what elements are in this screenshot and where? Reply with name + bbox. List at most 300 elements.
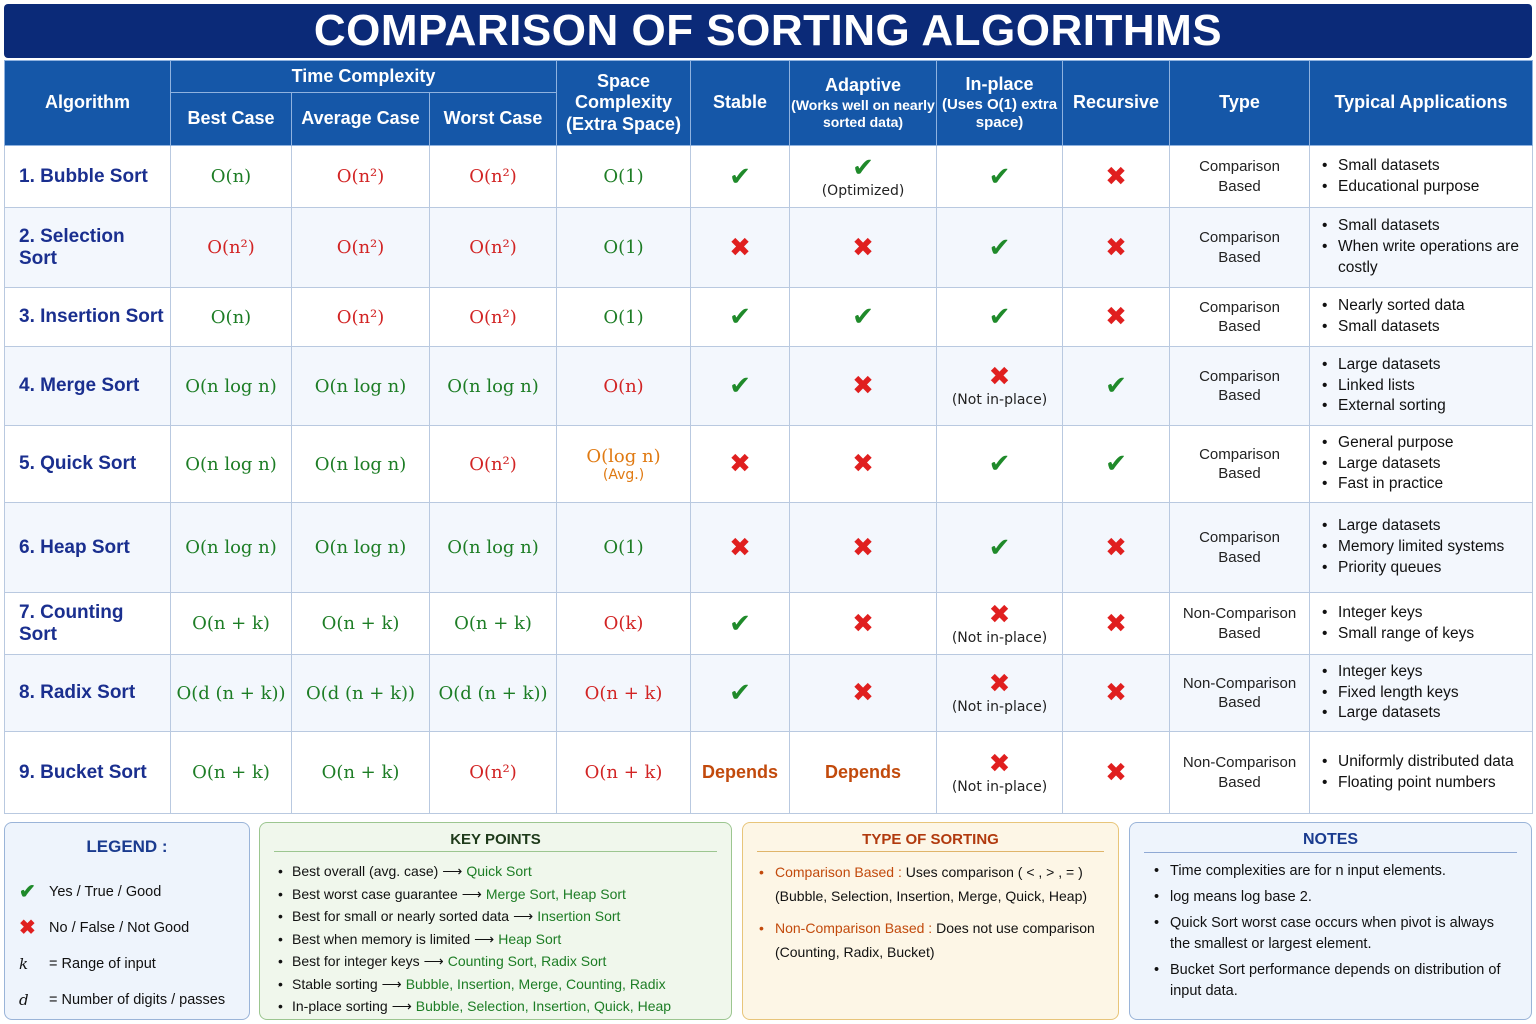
header-average-case: Average Case bbox=[292, 93, 430, 146]
best-case-cell bbox=[171, 593, 292, 655]
key-point-item bbox=[274, 883, 717, 906]
type-line1: Comparison bbox=[1199, 529, 1280, 546]
note-item: • Quick Sort worst case occurs when pivot is always the smallest or largest element. bbox=[1144, 913, 1517, 955]
type-of-sorting-title: TYPE OF SORTING bbox=[757, 831, 1104, 852]
header-recursive: Recursive bbox=[1063, 61, 1170, 146]
recursive-cell bbox=[1063, 426, 1170, 503]
key-point-item bbox=[274, 950, 717, 973]
adaptive-cell bbox=[790, 655, 937, 732]
stable-cell bbox=[691, 146, 790, 208]
best-case-value: O(n) bbox=[210, 306, 252, 328]
applications-list bbox=[1322, 156, 1528, 198]
inplace-cell bbox=[937, 732, 1063, 814]
applications-list bbox=[1322, 603, 1528, 645]
inplace-cell bbox=[937, 347, 1063, 426]
stable-cell bbox=[691, 347, 790, 426]
check-icon: ✔ bbox=[988, 449, 1011, 479]
best-case-cell bbox=[171, 347, 292, 426]
space-complexity-cell bbox=[557, 146, 691, 208]
average-case-cell bbox=[292, 208, 430, 288]
cross-icon: ✖ bbox=[852, 532, 874, 563]
table-row bbox=[5, 426, 1533, 503]
key-point-value: Bubble, Selection, Insertion, Quick, Heap bbox=[415, 998, 672, 1014]
recursive-cell bbox=[1063, 288, 1170, 347]
average-case-value: O(n²) bbox=[336, 166, 385, 187]
key-point-label: In-place sorting bbox=[292, 998, 388, 1014]
applications-cell bbox=[1310, 288, 1533, 347]
average-case-value: O(n²) bbox=[336, 306, 385, 328]
legend-k-var: k bbox=[19, 955, 29, 973]
worst-case-value: O(n²) bbox=[469, 453, 517, 475]
cross-icon: ✖ bbox=[729, 232, 751, 263]
application-item: • Large datasets bbox=[1322, 454, 1528, 475]
type-line1: Comparison bbox=[1199, 445, 1280, 463]
check-icon: ✔ bbox=[1105, 371, 1127, 401]
stable-cell bbox=[691, 288, 790, 347]
adaptive-cell bbox=[790, 593, 937, 655]
key-point-value: Insertion Sort bbox=[537, 908, 621, 924]
application-item: • Small range of keys bbox=[1322, 624, 1528, 645]
check-icon: ✔ bbox=[729, 302, 751, 332]
sorting-type-text: Uses comparison ( < , > , = ) (Bubble, Selection, Insertion, Merge, Quick, Heap) bbox=[775, 864, 1088, 904]
stable-text: Depends bbox=[702, 762, 779, 782]
header-worst-case: Worst Case bbox=[430, 93, 557, 146]
space-complexity-cell bbox=[557, 426, 691, 503]
application-item: • Small datasets bbox=[1322, 156, 1528, 177]
applications-list bbox=[1322, 433, 1528, 496]
space-complexity-value: O(k) bbox=[603, 613, 644, 634]
cross-icon: ✖ bbox=[852, 232, 874, 263]
algorithm-name: 7. Counting Sort bbox=[5, 593, 171, 655]
header-algorithm: Algorithm bbox=[5, 61, 171, 146]
key-point-value: Quick Sort bbox=[466, 863, 532, 879]
arrow-right-icon: ⟶ bbox=[461, 885, 482, 902]
space-complexity-cell bbox=[557, 288, 691, 347]
recursive-cell bbox=[1063, 146, 1170, 208]
stable-cell bbox=[691, 655, 790, 732]
algorithm-name: 4. Merge Sort bbox=[5, 347, 171, 426]
cross-icon: ✖ bbox=[988, 599, 1011, 630]
cross-icon: ✖ bbox=[852, 449, 874, 479]
header-adaptive-sub: (Works well on nearly sorted data) bbox=[791, 97, 935, 130]
application-item: • Uniformly distributed data bbox=[1322, 752, 1528, 773]
space-complexity-cell bbox=[557, 208, 691, 288]
arrow-right-icon: ⟶ bbox=[423, 953, 444, 969]
legend-no-label: No / False / Not Good bbox=[49, 920, 190, 936]
note-item: • Bucket Sort performance depends on distribution of input data. bbox=[1144, 960, 1517, 1002]
sorting-type-text: Does not use comparison (Counting, Radix, Bucket) bbox=[775, 920, 1095, 960]
check-icon: ✔ bbox=[988, 161, 1011, 192]
key-point-label: Best for small or nearly sorted data bbox=[292, 908, 510, 924]
cross-icon: ✖ bbox=[988, 669, 1011, 699]
worst-case-value: O(n²) bbox=[469, 306, 517, 328]
best-case-value: O(n log n) bbox=[185, 375, 277, 397]
average-case-value: O(n + k) bbox=[321, 613, 400, 634]
type-cell bbox=[1170, 208, 1310, 288]
applications-list bbox=[1322, 296, 1528, 338]
space-complexity-value: O(n + k) bbox=[584, 762, 663, 783]
adaptive-cell bbox=[790, 208, 937, 288]
arrow-right-icon: ⟶ bbox=[474, 930, 495, 947]
key-points-panel bbox=[259, 822, 732, 1020]
recursive-cell bbox=[1063, 732, 1170, 814]
table-row bbox=[5, 732, 1533, 814]
stable-cell bbox=[691, 732, 790, 814]
type-line1: Comparison bbox=[1199, 229, 1280, 246]
adaptive-note: (Optimized) bbox=[821, 182, 905, 199]
space-complexity-value: O(n + k) bbox=[584, 682, 663, 704]
cross-icon: ✖ bbox=[1105, 757, 1127, 788]
type-cell bbox=[1170, 288, 1310, 347]
legend-panel bbox=[4, 822, 250, 1020]
note-item: • Time complexities are for n input elements. bbox=[1144, 861, 1517, 882]
inplace-cell bbox=[937, 426, 1063, 503]
type-line1: Non-Comparison bbox=[1182, 754, 1297, 771]
space-complexity-value: O(n) bbox=[603, 375, 644, 397]
best-case-value: O(d (n + k)) bbox=[176, 682, 286, 704]
type-cell bbox=[1170, 503, 1310, 593]
cross-icon: ✖ bbox=[852, 371, 874, 401]
application-item: • Educational purpose bbox=[1322, 177, 1528, 198]
application-item: • Linked lists bbox=[1322, 376, 1528, 397]
recursive-cell bbox=[1063, 503, 1170, 593]
best-case-cell bbox=[171, 208, 292, 288]
algorithm-name: 9. Bucket Sort bbox=[5, 732, 171, 814]
average-case-cell bbox=[292, 146, 430, 208]
arrow-right-icon: ⟶ bbox=[442, 863, 463, 879]
key-point-item bbox=[274, 995, 717, 1018]
header-stable: Stable bbox=[691, 61, 790, 146]
recursive-cell bbox=[1063, 347, 1170, 426]
header-space-line3: (Extra Space) bbox=[565, 113, 682, 134]
average-case-value: O(d (n + k)) bbox=[305, 682, 416, 704]
table-row bbox=[5, 503, 1533, 593]
check-icon: ✔ bbox=[852, 302, 874, 332]
cross-icon: ✖ bbox=[1105, 232, 1127, 263]
space-note: (Avg.) bbox=[602, 466, 645, 483]
average-case-cell bbox=[292, 288, 430, 347]
type-cell bbox=[1170, 426, 1310, 503]
space-complexity-cell bbox=[557, 655, 691, 732]
type-line2: Based bbox=[1218, 624, 1261, 642]
algorithm-name: 1. Bubble Sort bbox=[5, 146, 171, 208]
application-item: • Large datasets bbox=[1322, 516, 1528, 537]
algorithm-name: 8. Radix Sort bbox=[5, 655, 171, 732]
table-row bbox=[5, 208, 1533, 288]
applications-cell bbox=[1310, 593, 1533, 655]
header-adaptive bbox=[790, 61, 937, 146]
key-point-item bbox=[274, 973, 717, 996]
legend-title: LEGEND : bbox=[86, 837, 168, 856]
adaptive-cell bbox=[790, 503, 937, 593]
best-case-cell bbox=[171, 503, 292, 593]
worst-case-value: O(n²) bbox=[469, 166, 517, 187]
header-space bbox=[557, 61, 691, 146]
best-case-value: O(n log n) bbox=[185, 453, 277, 475]
application-item: • Priority queues bbox=[1322, 558, 1528, 579]
header-space-line1: Space bbox=[596, 70, 651, 91]
inplace-cell bbox=[937, 208, 1063, 288]
legend-d-desc: = Number of digits / passes bbox=[49, 992, 226, 1008]
header-applications: Typical Applications bbox=[1310, 61, 1533, 146]
average-case-value: O(n log n) bbox=[314, 537, 407, 558]
legend-row-d bbox=[19, 982, 235, 1018]
legend-row-no bbox=[19, 910, 235, 946]
key-point-label: Best when memory is limited bbox=[292, 930, 471, 947]
cross-icon: ✖ bbox=[1105, 302, 1127, 332]
notes-panel bbox=[1129, 822, 1532, 1020]
applications-list bbox=[1322, 662, 1528, 725]
arrow-right-icon: ⟶ bbox=[513, 908, 534, 924]
cross-icon: ✖ bbox=[988, 748, 1011, 779]
best-case-cell bbox=[171, 426, 292, 503]
key-point-item bbox=[274, 928, 717, 951]
cross-icon: ✖ bbox=[852, 678, 874, 708]
key-point-label: Stable sorting bbox=[292, 975, 378, 992]
type-cell bbox=[1170, 593, 1310, 655]
applications-cell bbox=[1310, 347, 1533, 426]
space-complexity-cell bbox=[557, 503, 691, 593]
check-icon: ✔ bbox=[729, 608, 751, 639]
type-of-sorting-list bbox=[757, 860, 1104, 964]
header-adaptive-title: Adaptive bbox=[825, 75, 902, 96]
header-type: Type bbox=[1170, 61, 1310, 146]
stable-cell bbox=[691, 503, 790, 593]
cross-icon: ✖ bbox=[729, 532, 751, 563]
notes-list bbox=[1144, 861, 1517, 1002]
table-row bbox=[5, 347, 1533, 426]
worst-case-cell bbox=[430, 655, 557, 732]
note-item: • log means log base 2. bbox=[1144, 887, 1517, 908]
inplace-note: (Not in-place) bbox=[951, 778, 1048, 795]
notes-title: NOTES bbox=[1144, 831, 1517, 853]
applications-cell bbox=[1310, 503, 1533, 593]
inplace-cell bbox=[937, 503, 1063, 593]
header-inplace bbox=[937, 61, 1063, 146]
key-point-value: Merge Sort, Heap Sort bbox=[485, 885, 626, 902]
type-line1: Comparison bbox=[1199, 298, 1280, 316]
cross-icon: ✖ bbox=[729, 449, 751, 479]
legend-row-k bbox=[19, 946, 235, 982]
space-complexity-cell bbox=[557, 593, 691, 655]
adaptive-cell bbox=[790, 426, 937, 503]
average-case-value: O(n log n) bbox=[314, 453, 407, 475]
application-item: • Integer keys bbox=[1322, 662, 1528, 683]
recursive-cell bbox=[1063, 655, 1170, 732]
key-point-label: Best worst case guarantee bbox=[292, 885, 458, 902]
inplace-cell bbox=[937, 655, 1063, 732]
worst-case-value: O(d (n + k)) bbox=[438, 682, 548, 704]
header-inplace-title: In-place bbox=[965, 74, 1034, 95]
best-case-cell bbox=[171, 732, 292, 814]
inplace-cell bbox=[937, 593, 1063, 655]
stable-cell bbox=[691, 426, 790, 503]
applications-list bbox=[1322, 516, 1528, 579]
worst-case-cell bbox=[430, 288, 557, 347]
worst-case-cell bbox=[430, 503, 557, 593]
inplace-note: (Not in-place) bbox=[951, 392, 1048, 408]
application-item: • Floating point numbers bbox=[1322, 773, 1528, 794]
check-icon: ✔ bbox=[729, 678, 751, 708]
average-case-cell bbox=[292, 503, 430, 593]
best-case-value: O(n²) bbox=[207, 237, 255, 258]
legend-d-var: d bbox=[19, 991, 29, 1009]
worst-case-cell bbox=[430, 208, 557, 288]
type-line2: Based bbox=[1218, 387, 1261, 404]
average-case-cell bbox=[292, 655, 430, 732]
application-item: • Small datasets bbox=[1322, 216, 1528, 237]
key-points-list bbox=[274, 860, 717, 1018]
best-case-cell bbox=[171, 655, 292, 732]
type-line1: Non-Comparison bbox=[1182, 674, 1297, 692]
space-complexity-value: O(1) bbox=[603, 537, 644, 558]
cross-icon: ✖ bbox=[1105, 161, 1127, 192]
average-case-cell bbox=[292, 426, 430, 503]
average-case-cell bbox=[292, 593, 430, 655]
space-complexity-cell bbox=[557, 732, 691, 814]
type-line2: Based bbox=[1218, 548, 1261, 566]
applications-list bbox=[1322, 355, 1528, 418]
legend-yes-label: Yes / True / Good bbox=[49, 884, 162, 900]
cross-icon: ✖ bbox=[988, 362, 1011, 392]
application-item: • Nearly sorted data bbox=[1322, 296, 1528, 317]
inplace-cell bbox=[937, 146, 1063, 208]
title-bar bbox=[4, 4, 1532, 58]
algorithm-name: 2. Selection Sort bbox=[5, 208, 171, 288]
application-item: • When write operations are costly bbox=[1322, 237, 1528, 279]
worst-case-value: O(n²) bbox=[469, 237, 517, 258]
best-case-cell bbox=[171, 146, 292, 208]
check-icon: ✔ bbox=[988, 532, 1011, 563]
header-best-case: Best Case bbox=[171, 93, 292, 146]
application-item: • Memory limited systems bbox=[1322, 537, 1528, 558]
applications-cell bbox=[1310, 655, 1533, 732]
adaptive-cell bbox=[790, 288, 937, 347]
application-item: • External sorting bbox=[1322, 396, 1528, 417]
application-item: • Small datasets bbox=[1322, 317, 1528, 338]
key-point-value: Bubble, Insertion, Merge, Counting, Radix bbox=[405, 975, 666, 992]
type-line1: Comparison bbox=[1199, 367, 1280, 385]
best-case-value: O(n) bbox=[210, 166, 252, 187]
applications-cell bbox=[1310, 426, 1533, 503]
application-item: • Large datasets bbox=[1322, 703, 1528, 724]
average-case-value: O(n + k) bbox=[321, 762, 400, 783]
inplace-note: (Not in-place) bbox=[951, 629, 1048, 646]
best-case-value: O(n + k) bbox=[192, 613, 270, 634]
cross-icon: ✖ bbox=[1105, 678, 1127, 708]
average-case-value: O(n log n) bbox=[314, 375, 407, 397]
adaptive-cell bbox=[790, 146, 937, 208]
arrow-right-icon: ⟶ bbox=[381, 975, 402, 992]
legend-k-desc: = Range of input bbox=[49, 956, 156, 972]
cross-icon: ✖ bbox=[19, 917, 36, 939]
best-case-value: O(n log n) bbox=[185, 537, 277, 558]
table-row bbox=[5, 146, 1533, 208]
algorithm-name: 5. Quick Sort bbox=[5, 426, 171, 503]
worst-case-cell bbox=[430, 593, 557, 655]
key-point-label: Best for integer keys bbox=[292, 953, 420, 969]
inplace-note: (Not in-place) bbox=[951, 699, 1048, 715]
check-icon: ✔ bbox=[988, 302, 1011, 332]
page-title: COMPARISON OF SORTING ALGORITHMS bbox=[313, 6, 1223, 55]
recursive-cell bbox=[1063, 593, 1170, 655]
key-point-label: Best overall (avg. case) bbox=[292, 863, 439, 879]
check-icon: ✔ bbox=[729, 161, 751, 192]
adaptive-cell bbox=[790, 347, 937, 426]
cross-icon: ✖ bbox=[1105, 532, 1127, 563]
best-case-cell bbox=[171, 288, 292, 347]
space-complexity-value: O(1) bbox=[603, 237, 644, 258]
check-icon: ✔ bbox=[19, 881, 36, 903]
header-space-line2: Complexity bbox=[575, 92, 673, 113]
table-row bbox=[5, 288, 1533, 347]
legend-row-yes bbox=[19, 874, 235, 910]
check-icon: ✔ bbox=[1105, 449, 1127, 479]
type-cell bbox=[1170, 347, 1310, 426]
key-point-value: Heap Sort bbox=[498, 930, 562, 947]
comparison-table bbox=[4, 60, 1533, 814]
space-complexity-value: O(log n) bbox=[586, 445, 661, 467]
type-line2: Based bbox=[1218, 318, 1261, 335]
check-icon: ✔ bbox=[988, 232, 1011, 263]
key-points-title: KEY POINTS bbox=[274, 831, 717, 852]
table-row bbox=[5, 655, 1533, 732]
worst-case-cell bbox=[430, 146, 557, 208]
applications-cell bbox=[1310, 208, 1533, 288]
header-time-complexity: Time Complexity bbox=[171, 61, 557, 93]
space-complexity-cell bbox=[557, 347, 691, 426]
application-item: • Fixed length keys bbox=[1322, 683, 1528, 704]
type-line1: Non-Comparison bbox=[1182, 605, 1297, 622]
key-point-item bbox=[274, 860, 717, 883]
application-item: • Integer keys bbox=[1322, 603, 1528, 624]
type-line2: Based bbox=[1218, 177, 1261, 195]
applications-list bbox=[1322, 752, 1528, 794]
applications-cell bbox=[1310, 732, 1533, 814]
type-of-sorting-panel bbox=[742, 822, 1119, 1020]
worst-case-value: O(n + k) bbox=[454, 613, 532, 634]
type-cell bbox=[1170, 146, 1310, 208]
arrow-right-icon: ⟶ bbox=[391, 998, 412, 1014]
adaptive-cell bbox=[790, 732, 937, 814]
best-case-value: O(n + k) bbox=[192, 762, 270, 783]
sorting-type-item bbox=[757, 860, 1104, 908]
worst-case-cell bbox=[430, 732, 557, 814]
type-line1: Comparison bbox=[1199, 158, 1280, 175]
sorting-type-item bbox=[757, 916, 1104, 964]
table-row bbox=[5, 593, 1533, 655]
applications-list bbox=[1322, 216, 1528, 279]
application-item: • Fast in practice bbox=[1322, 474, 1528, 495]
adaptive-text: Depends bbox=[825, 762, 902, 782]
space-complexity-value: O(1) bbox=[603, 306, 644, 328]
type-line2: Based bbox=[1218, 773, 1261, 791]
worst-case-value: O(n²) bbox=[469, 762, 517, 783]
key-point-item bbox=[274, 905, 717, 928]
algorithm-name: 3. Insertion Sort bbox=[5, 288, 171, 347]
cross-icon: ✖ bbox=[852, 608, 874, 639]
application-item: • Large datasets bbox=[1322, 355, 1528, 376]
applications-cell bbox=[1310, 146, 1533, 208]
space-complexity-value: O(1) bbox=[603, 166, 644, 187]
average-case-value: O(n²) bbox=[336, 237, 385, 258]
stable-cell bbox=[691, 208, 790, 288]
algorithm-name: 6. Heap Sort bbox=[5, 503, 171, 593]
table-body bbox=[5, 146, 1533, 814]
check-icon: ✔ bbox=[729, 371, 751, 401]
recursive-cell bbox=[1063, 208, 1170, 288]
cross-icon: ✖ bbox=[1105, 608, 1127, 639]
